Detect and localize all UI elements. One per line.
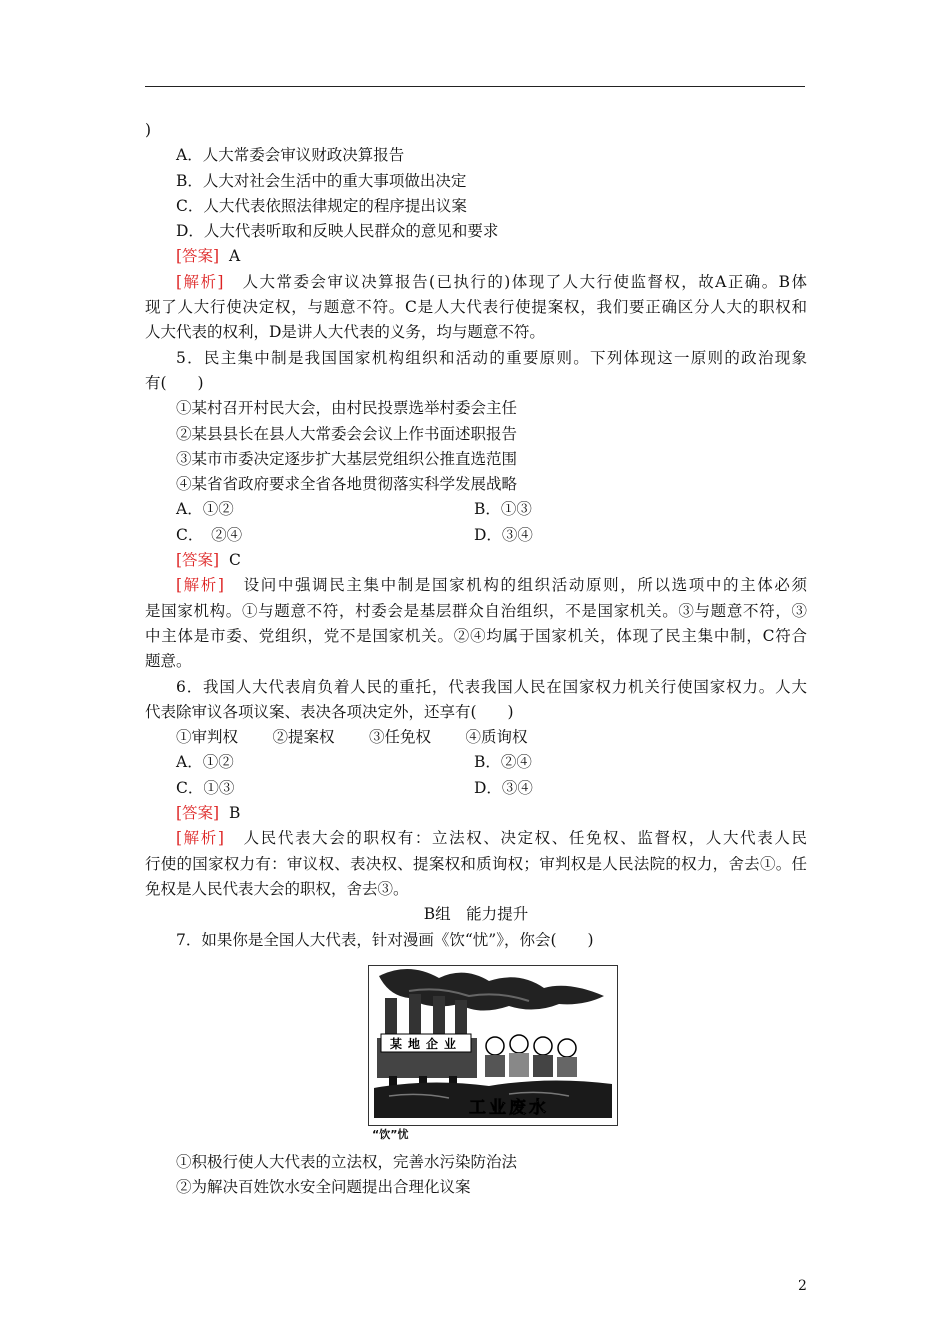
answer-value: B	[228, 804, 241, 823]
q4-option-a: A．人大常委会审议财政决算报告	[176, 146, 405, 165]
q6-analysis-line-1	[145, 826, 807, 851]
q5-item-4: ④某省省政府要求全省各地贯彻落实科学发展战略	[176, 475, 518, 494]
q4-analysis-line-2: 现了人大行使决定权，与题意不符。C是人大代表行使提案权，我们要正确区分人大的职权和	[145, 298, 807, 317]
q7-items	[145, 1150, 807, 1201]
section-title: B组 能力提升	[423, 905, 529, 924]
q5-stem-line-1: 5．民主集中制是我国国家机构组织和活动的重要原则。下列体现这一原则的政治现象	[176, 348, 807, 367]
q6-option-d: D．③④	[474, 778, 533, 797]
q7-item-2: ②为解决百姓饮水安全问题提出合理化议案	[176, 1178, 471, 1197]
q6-item-3: ③任免权	[369, 728, 432, 747]
q5-option-d: D．③④	[474, 525, 533, 544]
q5-item-1: ①某村召开村民大会，由村民投票选举村委会主任	[176, 399, 518, 418]
q6-options-row-2	[145, 776, 807, 801]
q5-item-2: ②某县县长在县人大常委会会议上作书面述职报告	[176, 424, 518, 443]
q5-analysis-line-1	[145, 573, 807, 598]
q5-option-c: C． ②④	[176, 525, 243, 544]
q5-analysis-line-4: 题意。	[145, 652, 192, 671]
water-label: 工业废水	[469, 1098, 549, 1118]
q5-options-row-2	[145, 523, 807, 548]
q6-item-2: ②提案权	[272, 728, 335, 747]
answer-label: [答案]	[176, 247, 220, 266]
q6-stem-line-2: 代表除审议各项议案、表决各项决定外，还享有( )	[145, 702, 514, 721]
page-number: 2	[798, 1278, 807, 1294]
q6-items	[145, 725, 807, 750]
answer-label: [答案]	[176, 551, 220, 570]
q6-option-b: B．②④	[474, 753, 532, 772]
q6-analysis-line-2: 行使的国家权力有：审议权、表决权、提案权和质询权；审判权是人民法院的权力，舍去①。任	[145, 854, 807, 873]
q4-option-b: B．人大对社会生活中的重大事项做出决定	[176, 171, 467, 190]
q6-option-c: C．①③	[176, 778, 235, 797]
q5-stem-line-2: 有( )	[145, 373, 204, 392]
q5-item-3: ③某市市委决定逐步扩大基层党组织公推直选范围	[176, 449, 518, 468]
q5-option-b: B．①③	[474, 500, 532, 519]
q5-options-row-1	[145, 497, 807, 522]
answer-value: C	[228, 551, 241, 570]
q5-analysis-line-3: 中主体是市委、党组织，党不是国家机关。②④均属于国家机关，体现了民主集中制，C符合	[145, 626, 807, 645]
header-rule	[145, 86, 805, 87]
answer-label: [答案]	[176, 804, 220, 823]
q6-analysis-line-3: 免权是人民代表大会的职权，舍去③。	[145, 879, 409, 898]
q6-item-4: ④质询权	[465, 728, 528, 747]
residents-group	[485, 1035, 577, 1077]
q4-option-d: D．人大代表听取和反映人民群众的意见和要求	[176, 222, 499, 241]
q5-option-a: A．①②	[176, 500, 234, 519]
analysis-text: 人大常委会审议决算报告(已执行的)体现了人大行使监督权，故A正确。B体	[242, 272, 808, 291]
q6-stem-line-1: 6．我国人大代表肩负着人民的重托，代表我国人民在国家权力机关行使国家权力。人大	[176, 677, 807, 696]
q7-item-1: ①积极行使人大代表的立法权，完善水污染防治法	[176, 1153, 518, 1171]
q6-answer	[145, 801, 807, 826]
answer-value: A	[228, 247, 241, 266]
analysis-text: 设问中强调民主集中制是国家机构的组织活动原则，所以选项中的主体必须	[243, 576, 807, 595]
q7-stem: 7．如果你是全国人大代表，针对漫画《饮“忧”》，你会( )	[176, 930, 594, 949]
q5-answer	[145, 548, 807, 573]
analysis-label: [解析]	[176, 272, 224, 291]
chimney	[433, 996, 445, 1040]
cartoon-image	[368, 965, 618, 1126]
q6-option-a: A．①②	[176, 753, 234, 772]
analysis-text: 人民代表大会的职权有：立法权、决定权、任免权、监督权，人大代表人民	[243, 829, 807, 848]
q6-item-1: ①审判权	[176, 728, 239, 747]
analysis-label: [解析]	[176, 576, 224, 595]
page-body	[145, 118, 807, 953]
factory-sign-text: 某地企业	[389, 1037, 463, 1051]
q4-answer	[145, 244, 807, 269]
q4-option-c: C．人大代表依照法律规定的程序提出议案	[176, 196, 467, 215]
cartoon-drawing	[369, 966, 617, 1125]
q4-analysis-line-1	[145, 270, 807, 295]
q4-tail: )	[145, 121, 152, 139]
q5-analysis-line-2: 是国家机构。①与题意不符，村委会是基层群众自治组织，不是国家机关。③与题意不符，③	[145, 601, 807, 620]
q4-analysis-line-3: 人大代表的权利，D是讲人大代表的义务，均与题意不符。	[145, 323, 545, 342]
analysis-label: [解析]	[176, 829, 224, 848]
chimney	[409, 994, 421, 1040]
q6-options-row-1	[145, 750, 807, 775]
cartoon-caption: “饮”忧	[372, 1128, 409, 1141]
